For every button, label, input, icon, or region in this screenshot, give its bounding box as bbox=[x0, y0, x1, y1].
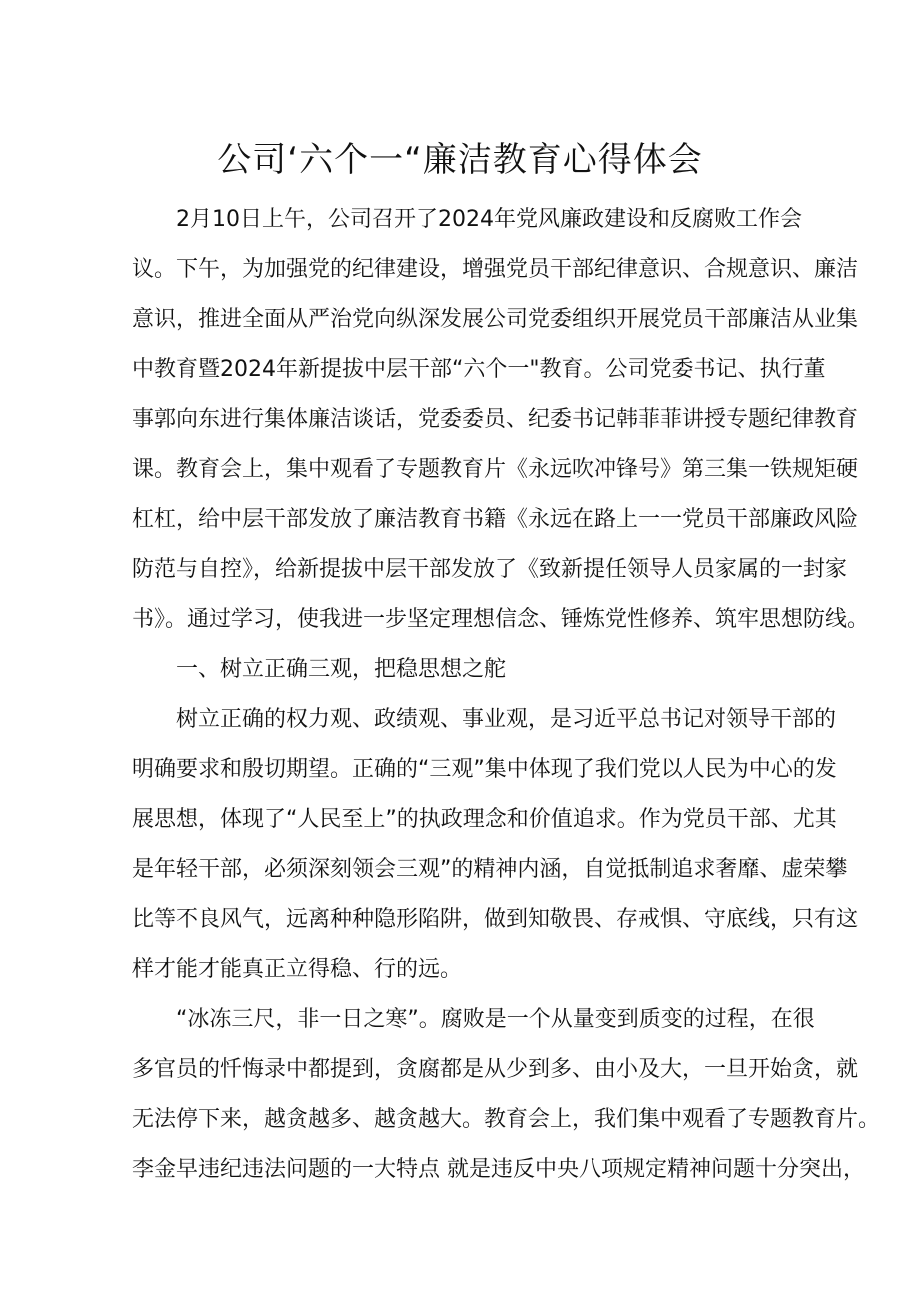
paragraph-1-line-5: 事郭向东进行集体廉洁谈话，党委委员、纪委书记韩菲菲讲授专题纪律教育 bbox=[132, 407, 859, 432]
paragraph-1-line-2: 议。下午，为加强党的纪律建设，增强党员干部纪律意识、合规意识、廉洁 bbox=[132, 257, 859, 282]
paragraph-3-line-4: 李金早违纪违法问题的一大特点 就是违反中央八项规定精神问题十分突出， bbox=[132, 1157, 865, 1182]
paragraph-1-line-4: 中教育暨2024年新提拔中层干部“六个一"教育。公司党委书记、执行董 bbox=[132, 357, 826, 382]
paragraph-2-line-3: 展思想，体现了“人民至上”的执政理念和价值追求。作为党员干部、尤其 bbox=[132, 807, 837, 832]
paragraph-3-line-3: 无法停下来，越贪越多、越贪越大。教育会上，我们集中观看了专题教育片。 bbox=[132, 1107, 881, 1132]
paragraph-2-line-6: 样才能才能真正立得稳、行的远。 bbox=[132, 957, 463, 982]
paragraph-2-line-2: 明确要求和殷切期望。正确的“三观”集中体现了我们党以人民为中心的发 bbox=[132, 757, 837, 782]
paragraph-3-line-1: “冰冻三尺，非一日之寒”。腐败是一个从量变到质变的过程，在很 bbox=[176, 1007, 815, 1032]
paragraph-2-line-1: 树立正确的权力观、政绩观、事业观，是习近平总书记对领导干部的 bbox=[176, 707, 837, 732]
paragraph-3-line-2: 多官员的忏悔录中都提到，贪腐都是从少到多、由小及大，一旦开始贪，就 bbox=[132, 1057, 859, 1082]
paragraph-2-line-5: 比等不良风气，远离种种隐形陷阱，做到知敬畏、存戒惧、守底线，只有这 bbox=[132, 907, 859, 932]
paragraph-1-line-7: 杠杠，给中层干部发放了廉洁教育书籍《永远在路上一一党员干部廉政风险 bbox=[132, 507, 859, 532]
section-heading-1: 一、树立正确三观，把稳思想之舵 bbox=[176, 657, 507, 682]
paragraph-2-line-4: 是年轻干部，必须深刻领会三观”的精神内涵，自觉抵制追求奢靡、虚荣攀 bbox=[132, 857, 848, 882]
paragraph-1-line-1: 2月10日上午，公司召开了2024年党风廉政建设和反腐败工作会 bbox=[176, 207, 802, 232]
document-title: 公司‘六个一“廉洁教育心得体会 bbox=[217, 140, 703, 180]
paragraph-1-line-3: 意识，推进全面从严治党向纵深发展公司党委组织开展党员干部廉洁从业集 bbox=[132, 307, 859, 332]
paragraph-1-line-9: 书》。通过学习，使我进一步坚定理想信念、锤炼党性修养、筑牢思想防线。 bbox=[132, 607, 870, 632]
paragraph-1-line-8: 防范与自控》，给新提拔中层干部发放了《致新提任领导人员家属的一封家 bbox=[132, 557, 848, 582]
paragraph-1-line-6: 课。教育会上，集中观看了专题教育片《永远吹冲锋号》第三集一铁规矩硬 bbox=[132, 457, 859, 482]
